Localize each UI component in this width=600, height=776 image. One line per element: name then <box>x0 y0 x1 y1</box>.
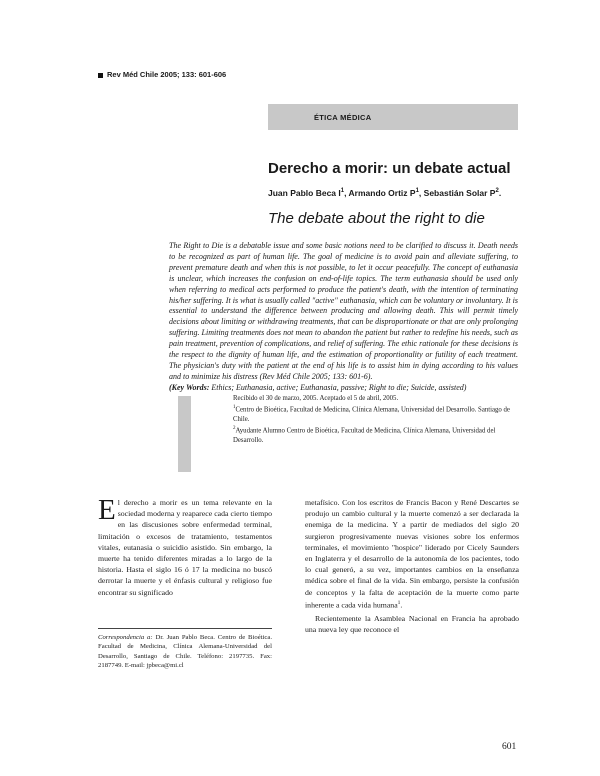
correspondence-note <box>98 628 272 671</box>
received-side-bar <box>178 396 191 472</box>
body-paragraph: metafísico. Con los escritos de Francis Bacon y René Descartes se produjo un cambio cultural y la muerte comenzó a ser declarada la enemiga de la medicina. Y a partir de mediados del siglo 20 surgieron progresivamente nuevas visiones sobre los enfermos terminales, el movimiento "hospice" liderado por Cicely Saunders en Inglaterra y el desarrollo de la autonomía de los pacientes, todo lo cual generó, a su vez, importantes cambios en la enseñanza médica sobre el final de la vida. Sin embargo, persiste la confusión de conceptos y la falta de aceptación de la muerte como parte inherente a cada vida humana$^1$. <box>305 498 519 610</box>
keywords-label: (Key Words: <box>169 382 210 392</box>
affiliation-2: $^2$Ayudante Alumno Centro de Bioética, Facultad de Medicina, Clínica Alemana, Universidad del Desarrollo. <box>233 426 496 445</box>
received-dates: Recibido el 30 de marzo, 2005. Aceptado el 5 de abril, 2005. <box>233 395 399 402</box>
journal-reference: Rev Méd Chile 2005; 133: 601-606 <box>107 70 227 79</box>
author-name: Juan Pablo Beca I <box>268 188 341 198</box>
author-name: Sebastián Solar P <box>423 188 496 198</box>
body-text-left: l derecho a morir es un tema relevante en la sociedad moderna y reaparece cada cierto tiempo en las discusiones sobre enfermedad terminal, limitación o excesos de tratamiento, testamentos vitales, eutanasia o suicidio asistido. Sin embargo, la muerte ha tenido diferentes miradas a lo largo de la historia. Hasta el siglo 16 ó 17 la medicina no buscó derrotar la muerte y el énfasis cultural y religioso fue encontrar su significado <box>98 498 272 597</box>
section-banner <box>268 104 518 130</box>
article-title-spanish: Derecho a morir: un debate actual <box>268 160 511 177</box>
section-label: ÉTICA MÉDICA <box>314 113 372 122</box>
article-title-english: The debate about the right to die <box>268 210 485 227</box>
abstract-text: The Right to Die is a debatable issue and some basic notions need to be clarified to discuss it. Death needs to be recognized as part of human life. The goal of medicine is to avoid pain and alleviate suffering, to prevent premature death and when this is not possible, to let it occur peacefully. The concept of euthanasia is unclear, which increases the confusion on end-of-life topics. The term euthanasia should be used only when referring to medical acts performed to produce the patient's death, with the intention of terminating his/her suffering. It is what is usually called "active" euthanasia, which can be voluntary or involuntary. It is essential to understand the difference between producing and allowing death. This will permit timely decisions about limiting or withdrawing treatments, that can be disproportionate or that are only prolonging suffering. Limiting treatments does not mean to abandon the patient but rather to redefine his needs, such as pain treatment, prevention of complications, and relief of suffering. The ethic rationale for these decisions is the respect to the dignity of human life, and the estimation of proportionality or futility of each treatment. The physician's duty with the patient at the end of his life is to assist him in dying according to his values and to minimize his distress (Rev Méd Chile 2005; 133: 601-6). <box>169 241 518 381</box>
author-affiliation-mark: 1 <box>415 188 419 195</box>
drop-cap: E <box>98 494 116 526</box>
square-bullet-icon <box>98 73 103 78</box>
keywords-text: Ethics; Euthanasia, active; Euthanasia, passive; Right to die; Suicide, assisted) <box>211 382 467 392</box>
affiliations-block <box>233 394 519 446</box>
author-name: Armando Ortiz P <box>348 188 416 198</box>
journal-header <box>98 70 226 79</box>
author-affiliation-mark: 1 <box>340 188 345 195</box>
citation-mark: 1 <box>397 599 401 606</box>
correspondence-text: Dr. Juan Pablo Beca. Centro de Bioética. Facultad de Medicina, Clínica Alemana-Universidad del Desarrollo, Santiago de Chile. Teléfono: 2197735. Fax: 2187749. E-mail: jpbeca@mi.cl <box>98 634 272 670</box>
body-paragraph: Recientemente la Asamblea Nacional en Francia ha aprobado una nueva ley que reconoce el <box>305 613 519 634</box>
abstract <box>169 241 518 394</box>
author-affiliation-mark: 2 <box>495 188 499 195</box>
page-number: 601 <box>502 742 517 752</box>
correspondence-label: Correspondencia a: <box>98 634 153 641</box>
body-column-left <box>98 494 272 598</box>
affiliation-1: $^1$Centro de Bioética, Facultad de Medicina, Clínica Alemana, Universidad del Desarrollo. Santiago de Chile. <box>233 405 510 424</box>
body-column-right <box>305 497 519 635</box>
author-list: Juan Pablo Beca $I^1$, Armando Ortiz $P^1$, Sebastián Solar $P^2$. <box>268 188 502 198</box>
